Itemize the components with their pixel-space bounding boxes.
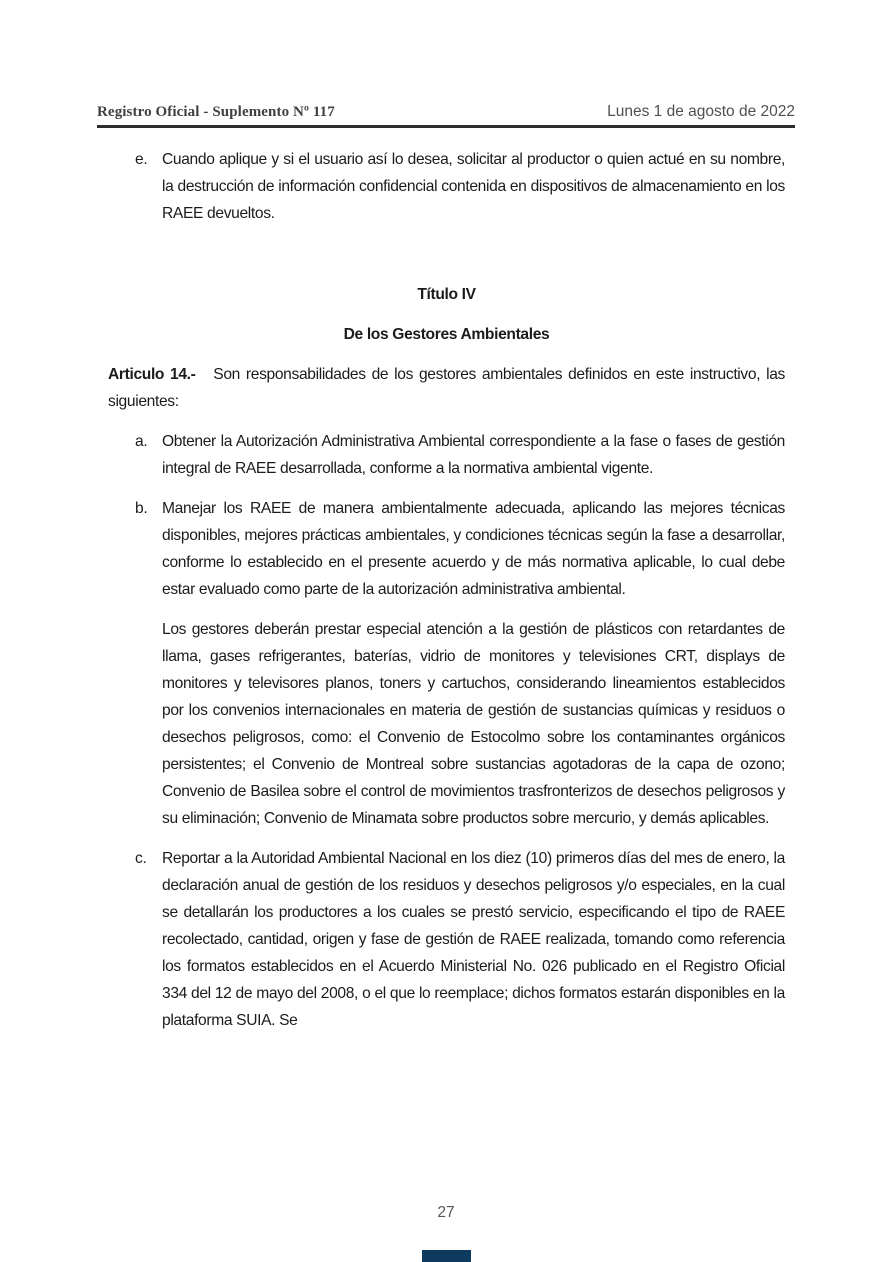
header-divider — [97, 125, 795, 128]
article-intro-paragraph — [108, 361, 785, 415]
list-item-text: Manejar los RAEE de manera ambientalmente adecuada, aplicando las mejores técnicas disponibles, mejores prácticas ambientales, y condiciones técnicas según la fase a desarrollar, conforme lo establecido en el presente acuerdo y de más normativa aplicable, lo cual debe estar evaluado como parte de la autorización administrativa ambiental. — [162, 500, 785, 598]
spacer — [108, 308, 785, 321]
section-title: Título IV — [417, 286, 476, 303]
list-item-b-subparagraph: Los gestores deberán prestar especial atención a la gestión de plásticos con retardantes de llama, gases refrigerantes, baterías, vidrio de monitores y televisiones CRT, displays de monitores y televisores planos, toners y cartuchos, considerando lineamientos establecidos por los convenios internacionales en materia de gestión de sustancias químicas y residuos o desechos peligrosos, como: el Convenio de Estocolmo sobre los contaminantes orgánicos persistentes; el Convenio de Montreal sobre sustancias agotadoras de la capa de ozono; Convenio de Basilea sobre el control de movimientos trasfronterizos de desechos peligrosos y su eliminación; Convenio de Minamata sobre productos sobre mercurio, y demás aplicables. — [162, 621, 785, 827]
list-item-text: Reportar a la Autoridad Ambiental Nacional en los diez (10) primeros días del mes de enero, la declaración anual de gestión de los residuos y desechos peligrosos y/o especiales, en la cual se detallarán los productores a los cuales se prestó servicio, especificando el tipo de RAEE recolectado, cantidad, origen y fase de gestión de RAEE realizada, tomando como referencia los formatos establecidos en el Acuerdo Ministerial No. 026 publicado en el Registro Oficial 334 del 12 de mayo del 2008, o el que lo reemplace; dichos formatos estarán disponibles en la plataforma SUIA. Se — [162, 850, 785, 1029]
list-item-text: Cuando aplique y si el usuario así lo desea, solicitar al productor o quien actué en su nombre, la destrucción de información confidencial contenida en dispositivos de almacenamiento en los RAEE devueltos. — [162, 151, 785, 222]
spacer — [108, 415, 785, 428]
list-marker: c. — [135, 850, 147, 867]
spacer — [108, 603, 785, 616]
spacer — [108, 348, 785, 361]
list-item-a — [108, 428, 785, 482]
footer-accent-bar — [422, 1250, 471, 1262]
article-label: Articulo 14.- — [108, 366, 196, 383]
list-item-text: Obtener la Autorización Administrativa Ambiental correspondiente a la fase o fases de gestión integral de RAEE desarrollada, conforme a la normativa ambiental vigente. — [162, 433, 785, 477]
section-subtitle: De los Gestores Ambientales — [343, 326, 550, 343]
publication-title: Registro Oficial - Suplemento Nº 117 — [97, 104, 335, 120]
spacer — [108, 482, 785, 495]
page-number: 27 — [437, 1204, 455, 1221]
list-marker: a. — [135, 433, 148, 450]
list-marker: e. — [135, 151, 148, 168]
page-body — [108, 146, 785, 1034]
spacer — [108, 227, 785, 281]
list-marker: b. — [135, 500, 148, 517]
publication-date: Lunes 1 de agosto de 2022 — [607, 103, 795, 120]
list-item-c — [108, 845, 785, 1034]
list-item-e — [108, 146, 785, 227]
page-header — [97, 102, 795, 126]
spacer — [108, 832, 785, 845]
article-intro-text: Son responsabilidades de los gestores ambientales definidos en este instructivo, las siguientes: — [108, 366, 785, 410]
list-item-b — [108, 495, 785, 603]
